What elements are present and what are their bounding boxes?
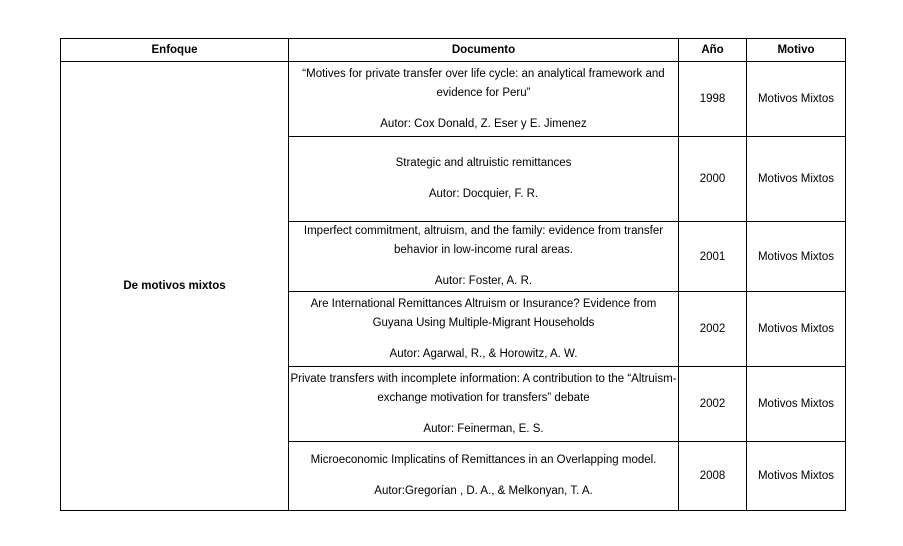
motivo-cell: Motivos Mixtos xyxy=(747,137,846,222)
document-title: Strategic and altruistic remittances xyxy=(395,157,572,169)
document-author: Autor: Agarwal, R., & Horowitz, A. W. xyxy=(389,347,578,360)
document-title: “Motives for private transfer over life cycle: an analytical framework and evidence for Peru” xyxy=(302,67,665,99)
anio-cell: 2001 xyxy=(679,222,747,292)
documento-cell xyxy=(289,367,679,442)
document-author: Autor: Docquier, F. R. xyxy=(428,188,539,200)
table-row xyxy=(61,62,846,137)
anio-cell: 2002 xyxy=(679,292,747,367)
enfoque-group-cell: De motivos mixtos xyxy=(61,62,289,511)
document-author: Autor: Feinerman, E. S. xyxy=(423,422,544,435)
table-body xyxy=(61,62,846,511)
document-title: Private transfers with incomplete information: A contribution to the “Altruism-exchange motivation for transfers” debate xyxy=(290,372,677,404)
table-container xyxy=(60,38,845,511)
document-title: Are International Remittances Altruism or Insurance? Evidence from Guyana Using Multiple-Migrant Households xyxy=(310,297,657,329)
anio-cell: 2000 xyxy=(679,137,747,222)
motivo-cell: Motivos Mixtos xyxy=(747,62,846,137)
column-header-motivo: Motivo xyxy=(747,39,846,62)
documento-cell xyxy=(289,62,679,137)
documento-cell xyxy=(289,222,679,292)
motivo-cell: Motivos Mixtos xyxy=(747,442,846,511)
table-header-row xyxy=(61,39,846,62)
anio-cell: 1998 xyxy=(679,62,747,137)
motivo-cell: Motivos Mixtos xyxy=(747,222,846,292)
motivo-cell: Motivos Mixtos xyxy=(747,367,846,442)
literature-table xyxy=(60,38,846,511)
anio-cell: 2008 xyxy=(679,442,747,511)
column-header-enfoque: Enfoque xyxy=(61,39,289,62)
table-header xyxy=(61,39,846,62)
documento-cell xyxy=(289,442,679,511)
documento-cell xyxy=(289,292,679,367)
column-header-documento: Documento xyxy=(289,39,679,62)
documento-cell xyxy=(289,137,679,222)
document-title: Imperfect commitment, altruism, and the family: evidence from transfer behavior in low-income rural areas. xyxy=(303,225,664,256)
document-author: Autor: Foster, A. R. xyxy=(434,275,533,287)
document-author: Autor: Cox Donald, Z. Eser y E. Jimenez xyxy=(380,117,587,130)
motivo-cell: Motivos Mixtos xyxy=(747,292,846,367)
document-author: Autor:Gregorían , D. A., & Melkonyan, T. A. xyxy=(374,485,593,497)
column-header-anio: Año xyxy=(679,39,747,62)
document-title: Microeconomic Implicatins of Remittances in an Overlapping model. xyxy=(310,454,657,466)
anio-cell: 2002 xyxy=(679,367,747,442)
